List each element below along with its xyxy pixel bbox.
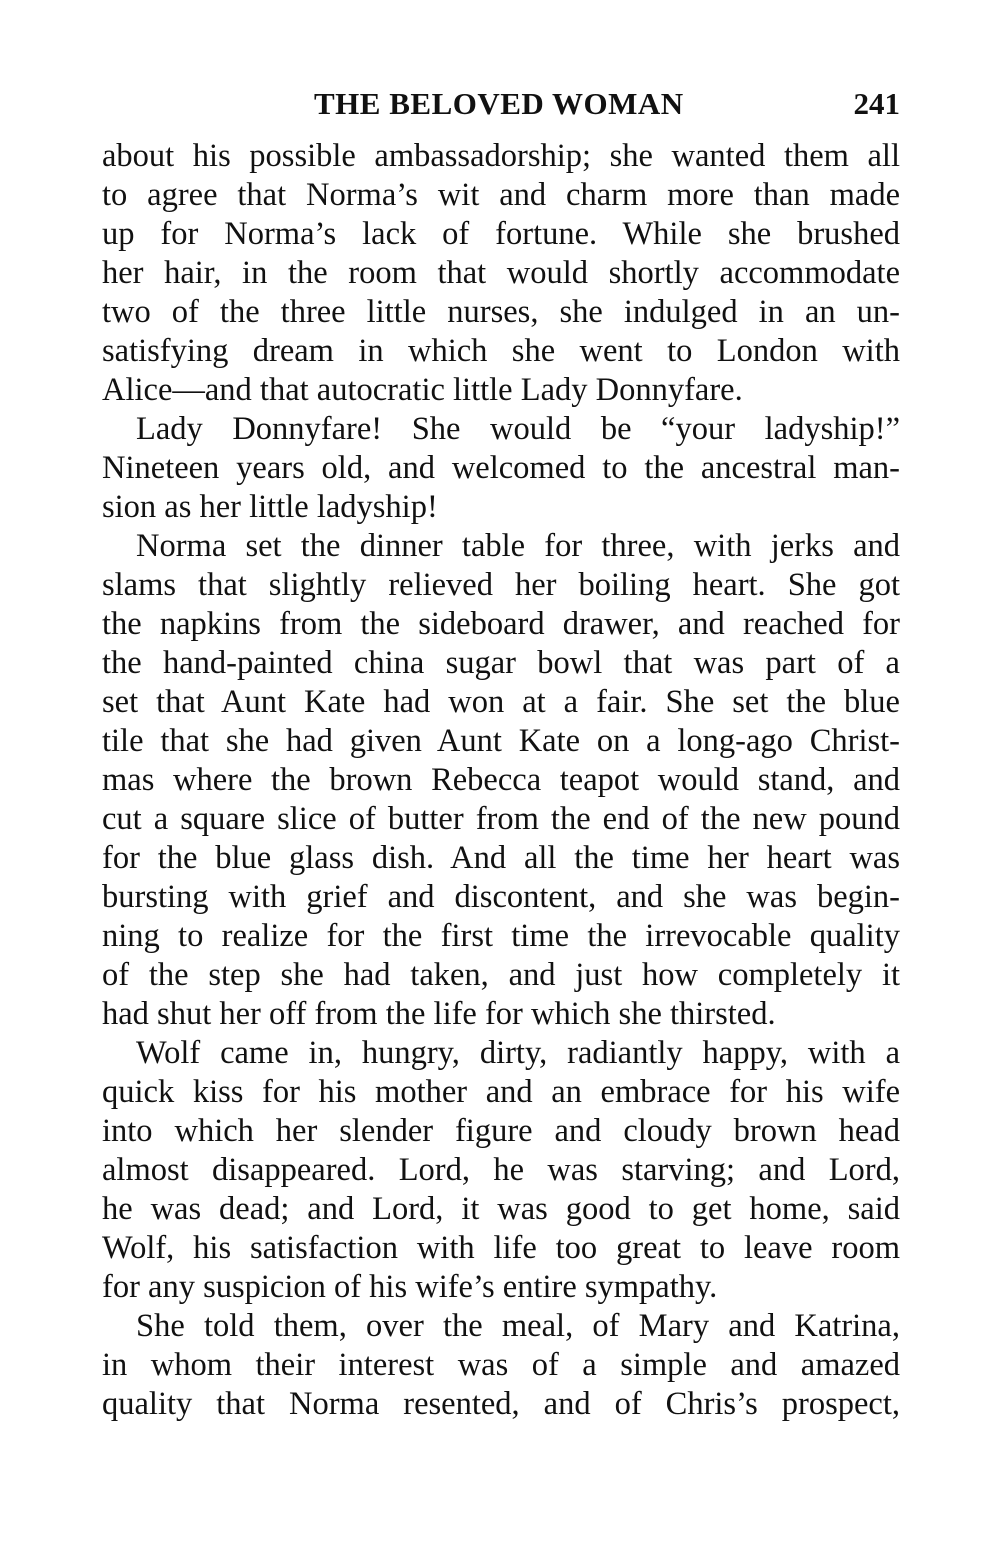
- text-line: Alice—and that autocratic little Lady Donnyfare.: [102, 372, 743, 408]
- text-line: Wolf came in, hungry, dirty, radiantly happy, with a: [136, 1035, 900, 1071]
- text-line: Lady Donnyfare! She would be “your ladyship!”: [136, 411, 900, 447]
- text-line: Wolf, his satisfaction with life too great to leave room: [102, 1230, 900, 1266]
- page-number: 241: [853, 86, 900, 121]
- text-line: had shut her off from the life for which she thirsted.: [102, 996, 776, 1032]
- text-line: he was dead; and Lord, it was good to get home, said: [102, 1191, 900, 1227]
- text-line: sion as her little ladyship!: [102, 489, 438, 525]
- text-line: for the blue glass dish. And all the time her heart was: [102, 840, 900, 876]
- text-line: two of the three little nurses, she indulged in an un-: [102, 294, 900, 330]
- text-line: ning to realize for the first time the irrevocable quality: [102, 918, 900, 954]
- text-line: almost disappeared. Lord, he was starving; and Lord,: [102, 1152, 900, 1188]
- running-title: THE BELOVED WOMAN: [314, 86, 684, 121]
- text-line: her hair, in the room that would shortly accommodate: [102, 255, 900, 291]
- text-line: the hand-painted china sugar bowl that was part of a: [102, 645, 900, 681]
- text-line: up for Norma’s lack of fortune. While she brushed: [102, 216, 900, 252]
- text-line: to agree that Norma’s wit and charm more than made: [102, 177, 900, 213]
- text-line: in whom their interest was of a simple and amazed: [102, 1347, 900, 1383]
- text-line: cut a square slice of butter from the end of the new pound: [102, 801, 900, 837]
- text-line: Nineteen years old, and welcomed to the ancestral man-: [102, 450, 900, 486]
- text-line: She told them, over the meal, of Mary and Katrina,: [136, 1308, 900, 1344]
- text-line: for any suspicion of his wife’s entire sympathy.: [102, 1269, 718, 1305]
- text-line: into which her slender figure and cloudy brown head: [102, 1113, 900, 1149]
- text-line: slams that slightly relieved her boiling heart. She got: [102, 567, 900, 603]
- text-line: quality that Norma resented, and of Chris’s prospect,: [102, 1386, 900, 1422]
- text-line: quick kiss for his mother and an embrace for his wife: [102, 1074, 900, 1110]
- text-line: mas where the brown Rebecca teapot would stand, and: [102, 762, 900, 798]
- text-line: the napkins from the sideboard drawer, and reached for: [102, 606, 900, 642]
- text-line: tile that she had given Aunt Kate on a long-ago Christ-: [102, 723, 900, 759]
- text-line: bursting with grief and discontent, and she was begin-: [102, 879, 900, 915]
- text-line: about his possible ambassadorship; she wanted them all: [102, 138, 900, 174]
- text-line: Norma set the dinner table for three, with jerks and: [136, 528, 900, 564]
- text-line: set that Aunt Kate had won at a fair. She set the blue: [102, 684, 900, 720]
- running-head: [102, 84, 900, 124]
- text-line: satisfying dream in which she went to London with: [102, 333, 900, 369]
- text-line: of the step she had taken, and just how completely it: [102, 957, 900, 993]
- body-text: [102, 137, 900, 1424]
